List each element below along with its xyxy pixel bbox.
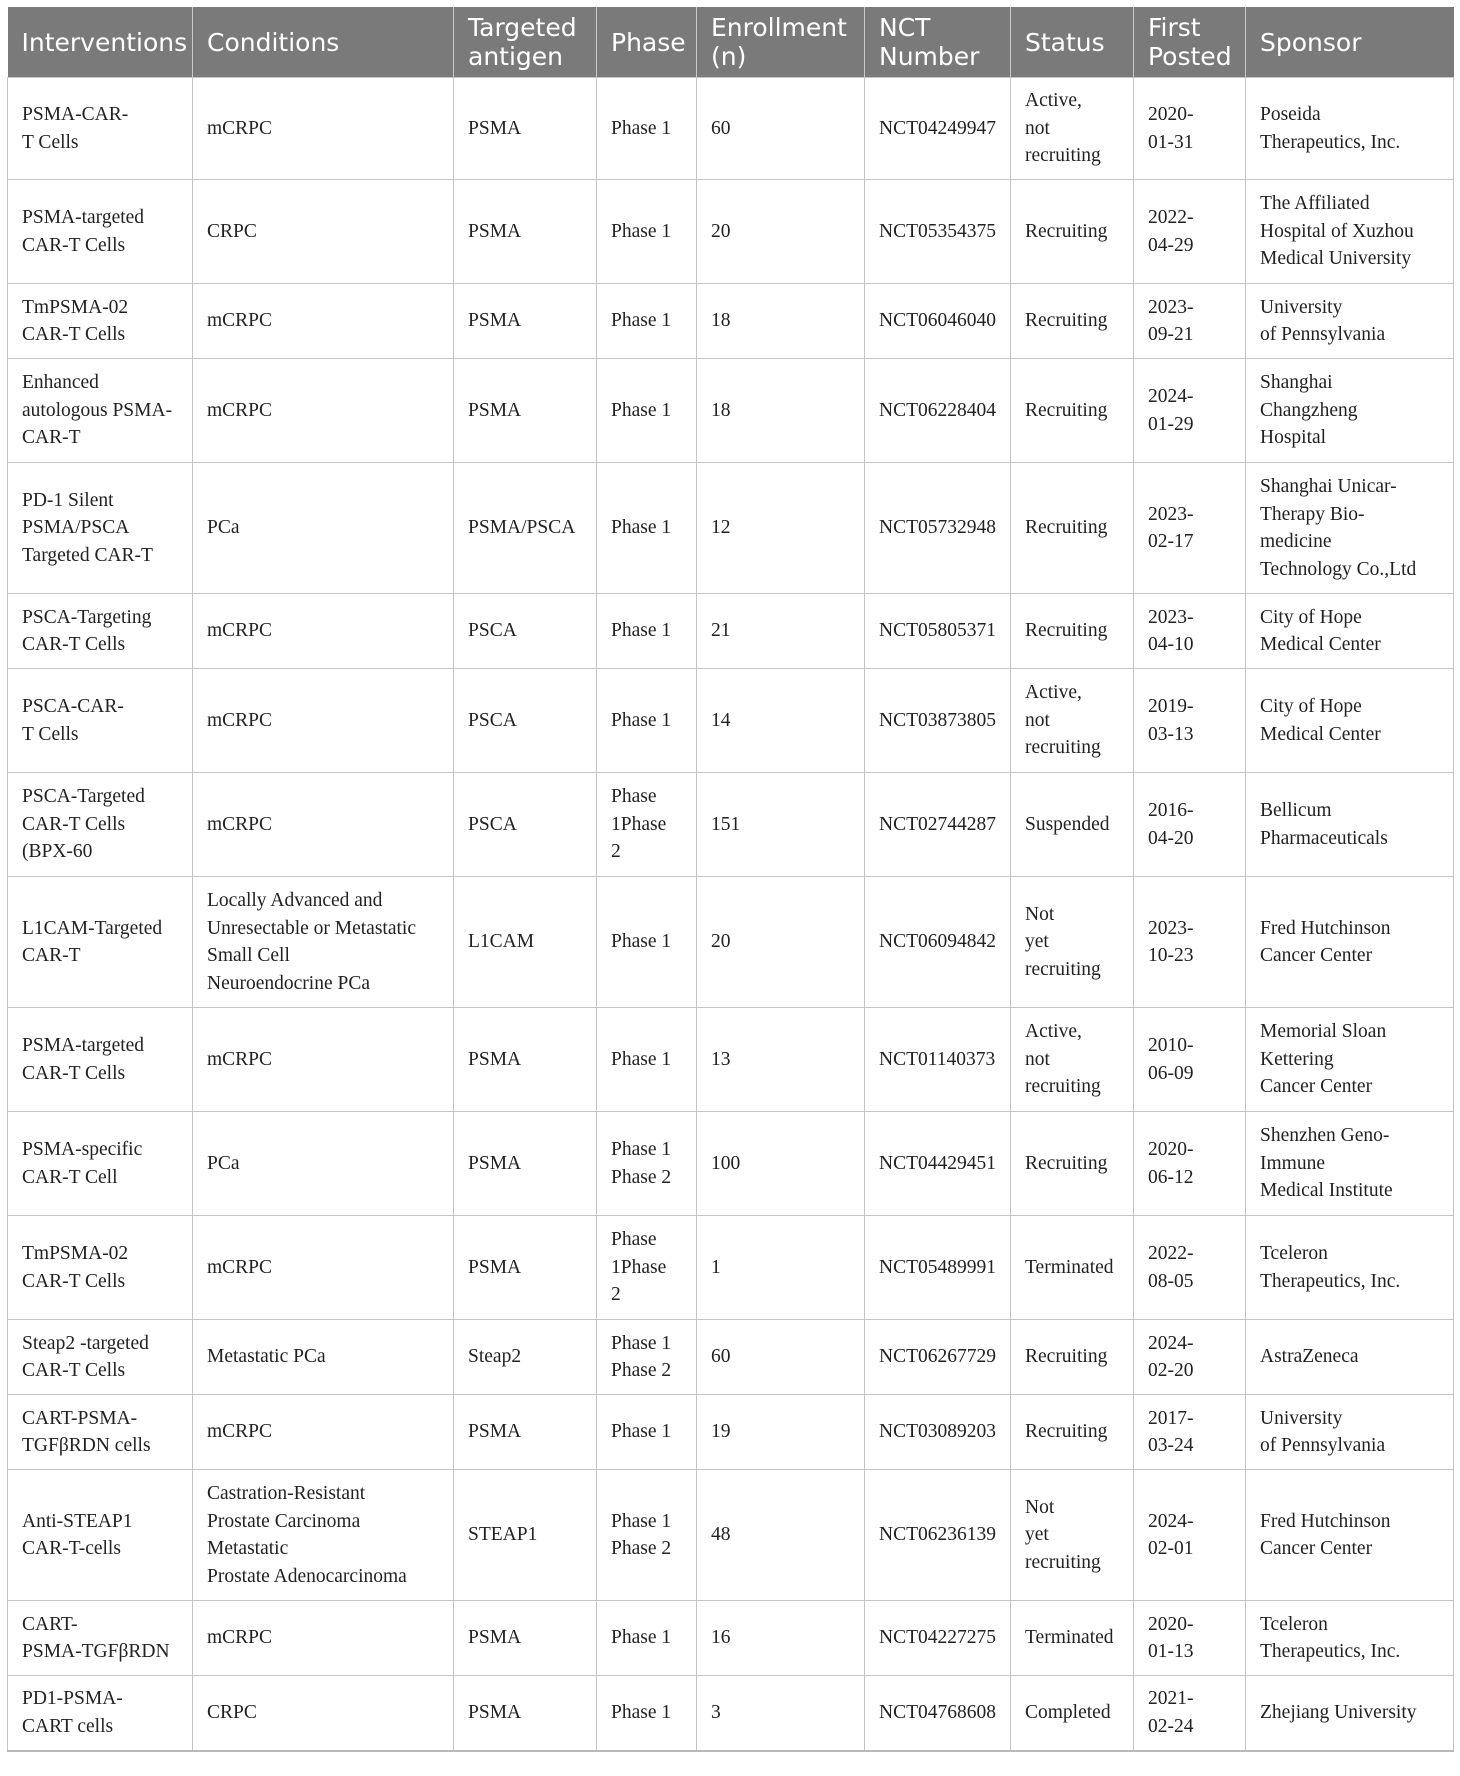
cell-nct-number: NCT04249947 (865, 78, 1011, 180)
cell-status: Recruiting (1011, 180, 1134, 284)
cell-first-posted: 2010- 06-09 (1134, 1008, 1246, 1112)
cell-conditions: mCRPC (193, 1216, 454, 1320)
cell-interventions: PSCA-Targeted CAR-T Cells (BPX-60 (8, 773, 193, 877)
cell-enrollment: 151 (697, 773, 865, 877)
cell-status: Recruiting (1011, 284, 1134, 359)
cell-nct-number: NCT04768608 (865, 1676, 1011, 1751)
cell-status: Active, not recruiting (1011, 78, 1134, 180)
cell-nct-number: NCT05805371 (865, 594, 1011, 669)
column-header-targeted-antigen: Targeted antigen (454, 7, 597, 78)
cell-targeted-antigen: PSCA (454, 669, 597, 773)
table-row (8, 1601, 1454, 1676)
table-row (8, 359, 1454, 463)
cell-nct-number: NCT06236139 (865, 1470, 1011, 1601)
table-row (8, 284, 1454, 359)
table-row (8, 1216, 1454, 1320)
table-row (8, 877, 1454, 1008)
cell-sponsor: Shanghai Unicar- Therapy Bio- medicine Technology Co.,Ltd (1246, 463, 1454, 594)
cell-interventions: Steap2 -targeted CAR-T Cells (8, 1320, 193, 1395)
table-row (8, 669, 1454, 773)
cell-enrollment: 21 (697, 594, 865, 669)
car-t-trials-table (7, 7, 1454, 1752)
cell-targeted-antigen: Steap2 (454, 1320, 597, 1395)
cell-phase: Phase 1 Phase 2 (597, 1112, 697, 1216)
cell-nct-number: NCT03873805 (865, 669, 1011, 773)
cell-nct-number: NCT06046040 (865, 284, 1011, 359)
cell-phase: Phase 1Phase 2 (597, 773, 697, 877)
cell-phase: Phase 1 (597, 1395, 697, 1470)
cell-first-posted: 2020- 06-12 (1134, 1112, 1246, 1216)
column-header-conditions: Conditions (193, 7, 454, 78)
column-header-sponsor: Sponsor (1246, 7, 1454, 78)
cell-enrollment: 60 (697, 78, 865, 180)
cell-nct-number: NCT05354375 (865, 180, 1011, 284)
cell-sponsor: Shenzhen Geno- Immune Medical Institute (1246, 1112, 1454, 1216)
cell-enrollment: 20 (697, 180, 865, 284)
cell-interventions: CART- PSMA-TGFβRDN (8, 1601, 193, 1676)
cell-phase: Phase 1 (597, 284, 697, 359)
cell-first-posted: 2020- 01-31 (1134, 78, 1246, 180)
cell-first-posted: 2023- 10-23 (1134, 877, 1246, 1008)
table-row (8, 1008, 1454, 1112)
cell-conditions: CRPC (193, 180, 454, 284)
cell-targeted-antigen: STEAP1 (454, 1470, 597, 1601)
cell-nct-number: NCT06267729 (865, 1320, 1011, 1395)
cell-targeted-antigen: PSCA (454, 594, 597, 669)
table-row (8, 1676, 1454, 1751)
cell-sponsor: Fred Hutchinson Cancer Center (1246, 877, 1454, 1008)
cell-conditions: Castration-Resistant Prostate Carcinoma Metastatic Prostate Adenocarcinoma (193, 1470, 454, 1601)
cell-interventions: Enhanced autologous PSMA- CAR-T (8, 359, 193, 463)
cell-first-posted: 2019- 03-13 (1134, 669, 1246, 773)
cell-interventions: TmPSMA-02 CAR-T Cells (8, 284, 193, 359)
cell-targeted-antigen: PSMA (454, 1008, 597, 1112)
cell-phase: Phase 1 (597, 1676, 697, 1751)
table-body (8, 78, 1454, 1751)
table-row (8, 1112, 1454, 1216)
cell-first-posted: 2023- 02-17 (1134, 463, 1246, 594)
cell-status: Not yet recruiting (1011, 1470, 1134, 1601)
cell-targeted-antigen: PSMA (454, 1676, 597, 1751)
cell-conditions: mCRPC (193, 669, 454, 773)
cell-sponsor: University of Pennsylvania (1246, 284, 1454, 359)
cell-first-posted: 2022- 04-29 (1134, 180, 1246, 284)
header-row (8, 7, 1454, 78)
table-row (8, 1320, 1454, 1395)
cell-phase: Phase 1 (597, 180, 697, 284)
cell-targeted-antigen: PSMA (454, 1216, 597, 1320)
cell-interventions: PSMA-specific CAR-T Cell (8, 1112, 193, 1216)
cell-targeted-antigen: PSMA/PSCA (454, 463, 597, 594)
cell-sponsor: City of Hope Medical Center (1246, 594, 1454, 669)
cell-conditions: Locally Advanced and Unresectable or Metastatic Small Cell Neuroendocrine PCa (193, 877, 454, 1008)
cell-enrollment: 20 (697, 877, 865, 1008)
cell-status: Terminated (1011, 1216, 1134, 1320)
cell-phase: Phase 1 (597, 463, 697, 594)
cell-phase: Phase 1 (597, 1601, 697, 1676)
cell-phase: Phase 1 (597, 594, 697, 669)
cell-conditions: mCRPC (193, 1601, 454, 1676)
column-header-first-posted: First Posted (1134, 7, 1246, 78)
column-header-nct-number: NCT Number (865, 7, 1011, 78)
cell-phase: Phase 1 (597, 359, 697, 463)
cell-targeted-antigen: PSMA (454, 180, 597, 284)
cell-nct-number: NCT04429451 (865, 1112, 1011, 1216)
cell-conditions: mCRPC (193, 1395, 454, 1470)
cell-interventions: PSMA-targeted CAR-T Cells (8, 1008, 193, 1112)
cell-phase: Phase 1Phase 2 (597, 1216, 697, 1320)
cell-first-posted: 2024- 02-20 (1134, 1320, 1246, 1395)
cell-enrollment: 16 (697, 1601, 865, 1676)
cell-nct-number: NCT02744287 (865, 773, 1011, 877)
column-header-status: Status (1011, 7, 1134, 78)
cell-targeted-antigen: PSMA (454, 78, 597, 180)
cell-conditions: mCRPC (193, 1008, 454, 1112)
cell-targeted-antigen: PSMA (454, 359, 597, 463)
cell-phase: Phase 1 Phase 2 (597, 1320, 697, 1395)
cell-status: Recruiting (1011, 1112, 1134, 1216)
cell-enrollment: 18 (697, 284, 865, 359)
cell-targeted-antigen: PSMA (454, 284, 597, 359)
cell-sponsor: University of Pennsylvania (1246, 1395, 1454, 1470)
table-row (8, 78, 1454, 180)
trials-table-container (7, 7, 1453, 1752)
cell-interventions: PSMA-targeted CAR-T Cells (8, 180, 193, 284)
table-row (8, 180, 1454, 284)
cell-conditions: mCRPC (193, 78, 454, 180)
cell-phase: Phase 1 (597, 78, 697, 180)
cell-nct-number: NCT03089203 (865, 1395, 1011, 1470)
cell-status: Suspended (1011, 773, 1134, 877)
cell-enrollment: 60 (697, 1320, 865, 1395)
cell-targeted-antigen: L1CAM (454, 877, 597, 1008)
cell-sponsor: Shanghai Changzheng Hospital (1246, 359, 1454, 463)
cell-nct-number: NCT01140373 (865, 1008, 1011, 1112)
cell-nct-number: NCT06228404 (865, 359, 1011, 463)
cell-conditions: mCRPC (193, 594, 454, 669)
cell-sponsor: Bellicum Pharmaceuticals (1246, 773, 1454, 877)
cell-targeted-antigen: PSMA (454, 1395, 597, 1470)
cell-interventions: PSCA-CAR- T Cells (8, 669, 193, 773)
cell-sponsor: Memorial Sloan Kettering Cancer Center (1246, 1008, 1454, 1112)
cell-sponsor: AstraZeneca (1246, 1320, 1454, 1395)
cell-enrollment: 100 (697, 1112, 865, 1216)
cell-first-posted: 2023- 09-21 (1134, 284, 1246, 359)
cell-phase: Phase 1 Phase 2 (597, 1470, 697, 1601)
cell-enrollment: 13 (697, 1008, 865, 1112)
cell-first-posted: 2016- 04-20 (1134, 773, 1246, 877)
column-header-enrollment: Enrollment (n) (697, 7, 865, 78)
cell-interventions: L1CAM-Targeted CAR-T (8, 877, 193, 1008)
column-header-interventions: Interventions (8, 7, 193, 78)
cell-enrollment: 18 (697, 359, 865, 463)
cell-status: Recruiting (1011, 594, 1134, 669)
cell-sponsor: Poseida Therapeutics, Inc. (1246, 78, 1454, 180)
cell-status: Completed (1011, 1676, 1134, 1751)
cell-phase: Phase 1 (597, 877, 697, 1008)
cell-nct-number: NCT06094842 (865, 877, 1011, 1008)
table-row (8, 773, 1454, 877)
cell-sponsor: The Affiliated Hospital of Xuzhou Medical University (1246, 180, 1454, 284)
cell-nct-number: NCT05732948 (865, 463, 1011, 594)
cell-status: Recruiting (1011, 463, 1134, 594)
cell-nct-number: NCT04227275 (865, 1601, 1011, 1676)
cell-conditions: mCRPC (193, 359, 454, 463)
cell-enrollment: 3 (697, 1676, 865, 1751)
cell-nct-number: NCT05489991 (865, 1216, 1011, 1320)
table-row (8, 1395, 1454, 1470)
cell-first-posted: 2022- 08-05 (1134, 1216, 1246, 1320)
cell-first-posted: 2017- 03-24 (1134, 1395, 1246, 1470)
column-header-phase: Phase (597, 7, 697, 78)
cell-status: Active, not recruiting (1011, 1008, 1134, 1112)
cell-first-posted: 2024- 01-29 (1134, 359, 1246, 463)
cell-interventions: PSMA-CAR- T Cells (8, 78, 193, 180)
cell-sponsor: City of Hope Medical Center (1246, 669, 1454, 773)
cell-enrollment: 14 (697, 669, 865, 773)
cell-interventions: CART-PSMA- TGFβRDN cells (8, 1395, 193, 1470)
cell-targeted-antigen: PSMA (454, 1112, 597, 1216)
cell-status: Active, not recruiting (1011, 669, 1134, 773)
cell-status: Not yet recruiting (1011, 877, 1134, 1008)
cell-enrollment: 19 (697, 1395, 865, 1470)
cell-conditions: mCRPC (193, 773, 454, 877)
cell-targeted-antigen: PSMA (454, 1601, 597, 1676)
cell-interventions: Anti-STEAP1 CAR-T-cells (8, 1470, 193, 1601)
cell-interventions: PD1-PSMA- CART cells (8, 1676, 193, 1751)
table-row (8, 594, 1454, 669)
cell-phase: Phase 1 (597, 669, 697, 773)
cell-enrollment: 12 (697, 463, 865, 594)
cell-conditions: PCa (193, 463, 454, 594)
cell-conditions: CRPC (193, 1676, 454, 1751)
cell-targeted-antigen: PSCA (454, 773, 597, 877)
cell-status: Recruiting (1011, 1320, 1134, 1395)
cell-conditions: mCRPC (193, 284, 454, 359)
cell-first-posted: 2023- 04-10 (1134, 594, 1246, 669)
table-row (8, 1470, 1454, 1601)
cell-enrollment: 1 (697, 1216, 865, 1320)
cell-enrollment: 48 (697, 1470, 865, 1601)
cell-interventions: PD-1 Silent PSMA/PSCA Targeted CAR-T (8, 463, 193, 594)
cell-status: Recruiting (1011, 1395, 1134, 1470)
cell-sponsor: Tceleron Therapeutics, Inc. (1246, 1601, 1454, 1676)
cell-first-posted: 2020- 01-13 (1134, 1601, 1246, 1676)
cell-sponsor: Tceleron Therapeutics, Inc. (1246, 1216, 1454, 1320)
cell-status: Terminated (1011, 1601, 1134, 1676)
table-row (8, 463, 1454, 594)
cell-first-posted: 2021- 02-24 (1134, 1676, 1246, 1751)
cell-conditions: Metastatic PCa (193, 1320, 454, 1395)
cell-sponsor: Fred Hutchinson Cancer Center (1246, 1470, 1454, 1601)
cell-first-posted: 2024- 02-01 (1134, 1470, 1246, 1601)
cell-phase: Phase 1 (597, 1008, 697, 1112)
cell-interventions: TmPSMA-02 CAR-T Cells (8, 1216, 193, 1320)
cell-interventions: PSCA-Targeting CAR-T Cells (8, 594, 193, 669)
cell-conditions: PCa (193, 1112, 454, 1216)
cell-status: Recruiting (1011, 359, 1134, 463)
cell-sponsor: Zhejiang University (1246, 1676, 1454, 1751)
